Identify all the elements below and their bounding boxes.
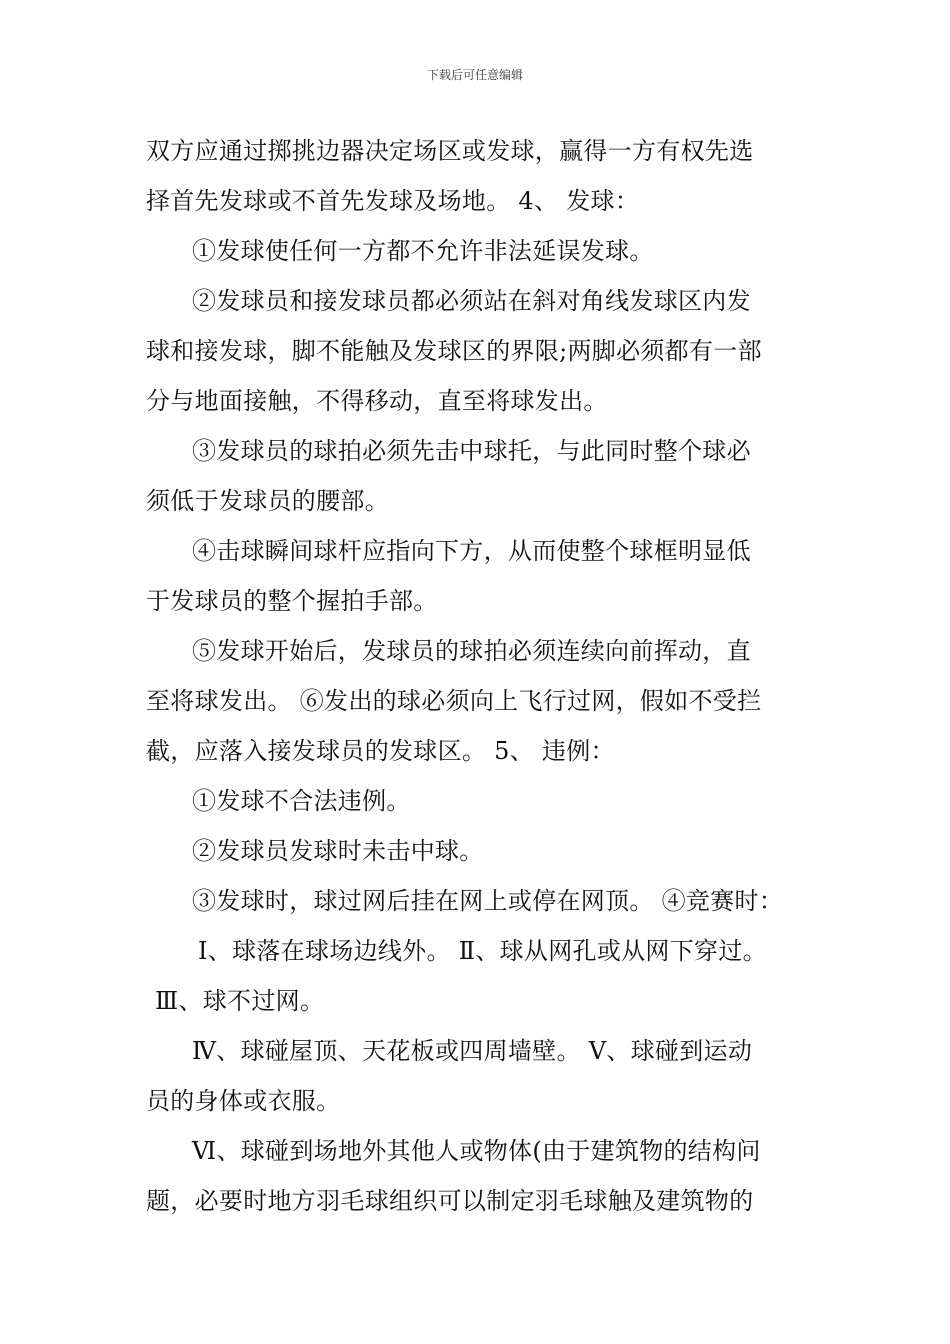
body-line-11: ⑤发球开始后，发球员的球拍必须连续向前挥动，直: [192, 637, 751, 665]
body-line-8: 须低于发球员的腰部。: [146, 487, 389, 515]
page-header: 下载后可任意编辑: [426, 68, 523, 82]
body-line-22: 题，必要时地方羽毛球组织可以制定羽毛球触及建筑物的: [146, 1187, 754, 1215]
body-line-10: 于发球员的整个握拍手部。: [146, 587, 438, 615]
body-line-5: 球和接发球，脚不能触及发球区的界限;两脚必须都有一部: [146, 337, 762, 365]
body-line-16: ③发球时，球过网后挂在网上或停在网顶。 ④竞赛时：: [192, 887, 784, 915]
body-line-18: Ⅲ、球不过网。: [155, 987, 325, 1015]
body-line-7: ③发球员的球拍必须先击中球托，与此同时整个球必: [192, 437, 751, 465]
body-line-17: Ⅰ、球落在球场边线外。 Ⅱ、球从网孔或从网下穿过。: [198, 937, 767, 965]
body-line-9: ④击球瞬间球杆应指向下方，从而使整个球框明显低: [192, 537, 751, 565]
body-line-15: ②发球员发球时未击中球。: [192, 837, 484, 865]
body-line-1: 双方应通过掷挑边器决定场区或发球，赢得一方有权先选: [146, 137, 754, 165]
body-line-20: 员的身体或衣服。: [146, 1087, 341, 1115]
body-line-13: 截，应落入接发球员的发球区。 5、 违例：: [146, 737, 615, 765]
body-line-6: 分与地面接触，不得移动，直至将球发出。: [146, 387, 608, 415]
body-line-12: 至将球发出。 ⑥发出的球必须向上飞行过网，假如不受拦: [146, 687, 762, 715]
body-line-4: ②发球员和接发球员都必须站在斜对角线发球区内发: [192, 287, 751, 315]
body-line-3: ①发球使任何一方都不允许非法延误发球。: [192, 237, 654, 265]
body-line-2: 择首先发球或不首先发球及场地。 4、 发球：: [146, 187, 640, 215]
body-line-19: Ⅳ、球碰屋顶、天花板或四周墙壁。 Ⅴ、球碰到运动: [192, 1037, 753, 1065]
body-line-21: Ⅵ、球碰到场地外其他人或物体(由于建筑物的结构问: [192, 1137, 761, 1165]
body-line-14: ①发球不合法违例。: [192, 787, 411, 815]
